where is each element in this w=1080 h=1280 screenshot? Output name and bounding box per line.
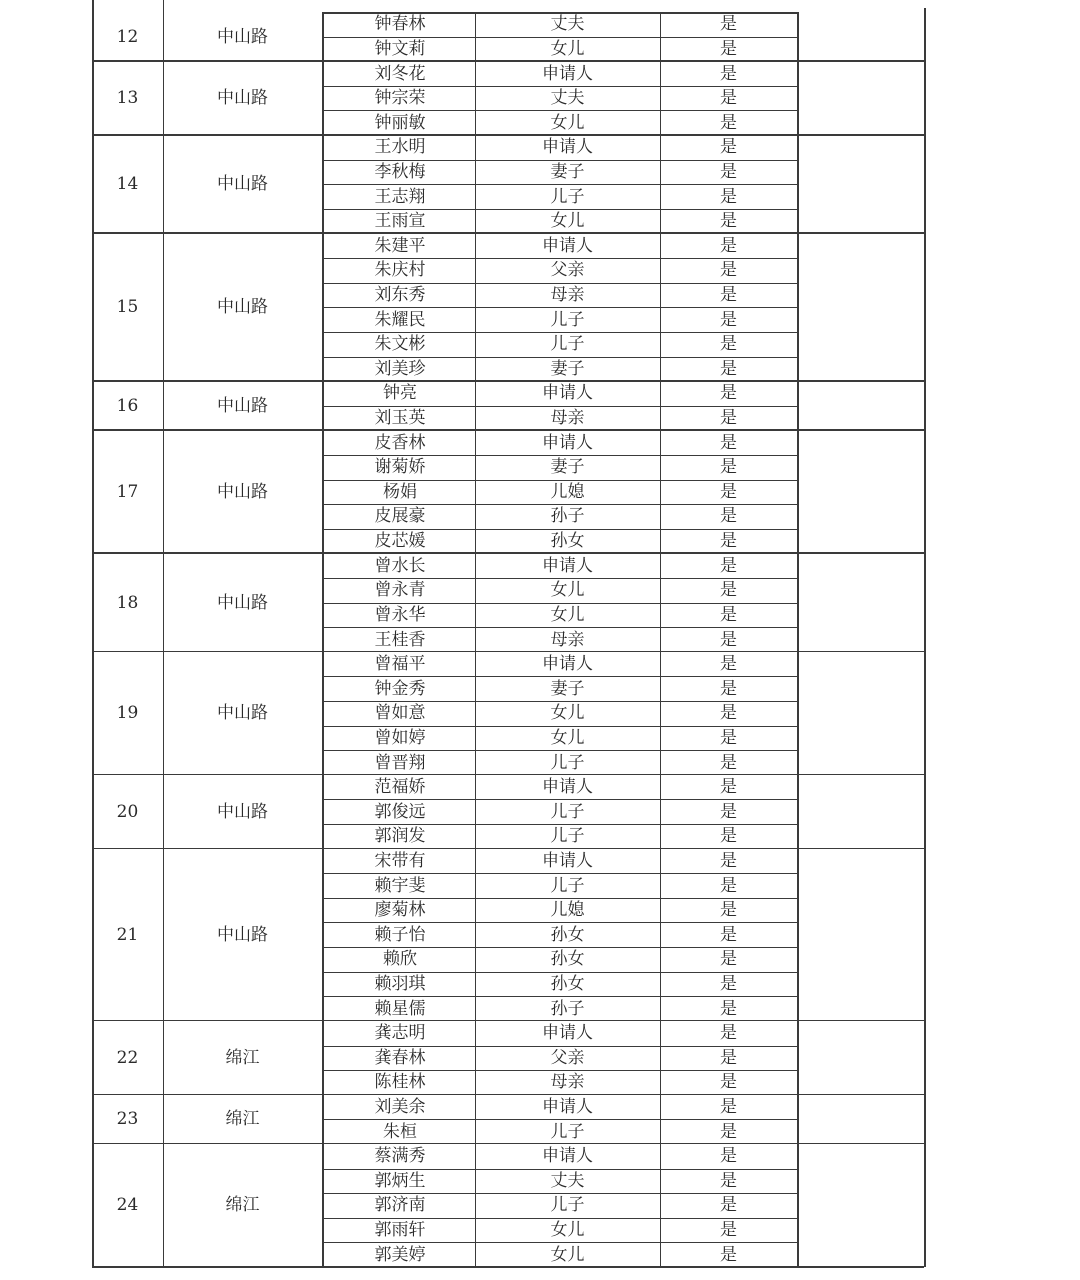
member-flag: 是 (720, 727, 737, 748)
member-relation: 丈夫 (550, 14, 585, 35)
member-name: 宋带有 (374, 850, 426, 871)
group-no: 14 (116, 174, 139, 195)
group-divider (92, 774, 924, 776)
group-area: 绵江 (225, 1047, 260, 1068)
member-flag: 是 (720, 1220, 737, 1241)
member-flag: 是 (720, 1047, 737, 1068)
member-flag: 是 (720, 949, 737, 970)
member-relation: 儿子 (550, 826, 585, 847)
member-name: 朱建平 (374, 235, 426, 256)
group-area: 中山路 (217, 924, 268, 945)
row-divider (322, 676, 797, 677)
group-divider (92, 380, 924, 382)
member-flag: 是 (720, 1023, 737, 1044)
member-flag: 是 (720, 629, 737, 650)
member-relation: 儿子 (550, 1195, 585, 1216)
member-relation: 儿子 (550, 1121, 585, 1142)
member-name: 赖羽琪 (374, 974, 426, 994)
member-flag: 是 (720, 703, 737, 724)
member-relation: 儿子 (550, 309, 585, 330)
member-relation: 孙女 (550, 531, 585, 552)
member-name: 皮芯媛 (374, 531, 426, 552)
member-flag: 是 (720, 1170, 737, 1191)
member-flag: 是 (720, 137, 737, 158)
member-name: 廖菊林 (374, 900, 426, 921)
member-name: 郭雨轩 (374, 1220, 426, 1241)
row-divider (322, 726, 797, 727)
member-relation: 孙女 (550, 949, 585, 970)
member-name: 钟亮 (383, 383, 417, 404)
group-no: 15 (116, 297, 139, 318)
group-divider (92, 429, 924, 431)
member-relation: 申请人 (542, 63, 593, 84)
member-flag: 是 (720, 900, 737, 921)
member-relation: 女儿 (550, 604, 585, 625)
member-flag: 是 (720, 383, 737, 404)
member-relation: 女儿 (550, 1220, 585, 1241)
member-name: 曾晋翔 (374, 752, 426, 773)
member-flag: 是 (720, 580, 737, 601)
member-relation: 父亲 (550, 260, 585, 281)
member-relation: 儿子 (550, 186, 585, 207)
member-flag: 是 (720, 38, 737, 59)
row-divider (322, 1193, 797, 1194)
member-relation: 申请人 (542, 383, 593, 404)
member-relation: 申请人 (542, 432, 593, 453)
member-flag: 是 (720, 654, 737, 675)
member-relation: 女儿 (550, 38, 585, 59)
member-name: 刘玉英 (374, 408, 426, 429)
member-relation: 儿媳 (550, 481, 585, 502)
member-name: 曾如意 (374, 703, 426, 724)
group-area: 中山路 (217, 395, 268, 416)
member-flag: 是 (720, 186, 737, 207)
member-name: 皮香林 (374, 432, 426, 453)
row-divider (322, 824, 797, 825)
row-divider (322, 750, 797, 751)
member-flag: 是 (720, 284, 737, 305)
member-relation: 妻子 (550, 161, 585, 182)
row-divider (322, 529, 797, 530)
col-divider-area (322, 12, 324, 1267)
member-flag: 是 (720, 211, 737, 232)
member-relation: 妻子 (550, 678, 585, 699)
member-flag: 是 (720, 850, 737, 871)
row-divider (322, 357, 797, 358)
row-divider (322, 37, 797, 38)
member-flag: 是 (720, 1072, 737, 1093)
group-no: 17 (116, 481, 139, 502)
group-no: 23 (116, 1109, 139, 1130)
row-divider (322, 996, 797, 997)
member-relation: 儿子 (550, 334, 585, 355)
member-flag: 是 (720, 14, 737, 35)
member-relation: 申请人 (542, 1023, 593, 1044)
member-relation: 申请人 (542, 1097, 593, 1118)
member-name: 王水明 (374, 137, 426, 158)
row-divider (322, 1242, 797, 1243)
member-relation: 妻子 (550, 457, 585, 478)
member-name: 赖欣 (383, 949, 417, 970)
member-name: 郭美婷 (374, 1244, 426, 1265)
member-name: 李秋梅 (374, 161, 426, 182)
member-flag: 是 (720, 309, 737, 330)
member-relation: 母亲 (550, 284, 585, 305)
member-name: 曾福平 (374, 654, 426, 675)
member-flag: 是 (720, 974, 737, 994)
member-name: 皮展豪 (374, 506, 426, 527)
row-divider (322, 307, 797, 308)
row-divider (322, 972, 797, 973)
member-relation: 孙子 (550, 506, 585, 527)
member-name: 赖宇斐 (374, 875, 426, 896)
member-relation: 女儿 (550, 727, 585, 748)
row-divider (322, 603, 797, 604)
member-relation: 申请人 (542, 235, 593, 256)
member-flag: 是 (720, 506, 737, 527)
member-relation: 申请人 (542, 777, 593, 798)
member-relation: 申请人 (542, 555, 593, 576)
member-name: 郭济南 (374, 1195, 426, 1216)
member-flag: 是 (720, 875, 737, 896)
group-area: 绵江 (225, 1195, 260, 1216)
member-name: 朱耀民 (374, 309, 426, 330)
member-flag: 是 (720, 604, 737, 625)
member-relation: 女儿 (550, 580, 585, 601)
member-relation: 儿子 (550, 752, 585, 773)
member-relation: 孙子 (550, 998, 585, 1019)
member-name: 刘美珍 (374, 358, 426, 379)
member-flag: 是 (720, 1195, 737, 1216)
row-divider (322, 898, 797, 899)
group-divider (92, 848, 924, 850)
row-divider (322, 1046, 797, 1047)
member-flag: 是 (720, 63, 737, 84)
group-divider (92, 1020, 924, 1022)
member-relation: 申请人 (542, 1146, 593, 1167)
border-right (924, 8, 926, 1267)
member-name: 朱文彬 (374, 334, 426, 355)
row-divider (322, 799, 797, 800)
member-name: 郭炳生 (374, 1170, 426, 1191)
member-flag: 是 (720, 457, 737, 478)
member-relation: 父亲 (550, 1047, 585, 1068)
group-area: 中山路 (217, 703, 268, 724)
member-name: 曾永青 (374, 580, 426, 601)
member-flag: 是 (720, 801, 737, 822)
member-name: 龚春林 (374, 1047, 426, 1068)
member-relation: 女儿 (550, 703, 585, 724)
row-divider (322, 1070, 797, 1071)
member-flag: 是 (720, 531, 737, 552)
member-relation: 孙女 (550, 974, 585, 994)
member-relation: 申请人 (542, 654, 593, 675)
member-name: 钟金秀 (374, 678, 426, 699)
group-area: 中山路 (217, 26, 268, 47)
member-flag: 是 (720, 1244, 737, 1265)
member-flag: 是 (720, 998, 737, 1019)
member-name: 王雨宣 (374, 211, 426, 232)
member-name: 刘冬花 (374, 63, 426, 84)
member-flag: 是 (720, 358, 737, 379)
member-relation: 女儿 (550, 112, 585, 133)
member-name: 谢菊娇 (374, 457, 426, 478)
member-flag: 是 (720, 752, 737, 773)
row-divider (322, 455, 797, 456)
member-relation: 母亲 (550, 1072, 585, 1093)
member-flag: 是 (720, 481, 737, 502)
group-no: 16 (116, 395, 139, 416)
row-divider (322, 283, 797, 284)
member-relation: 申请人 (542, 137, 593, 158)
member-flag: 是 (720, 334, 737, 355)
member-name: 曾水长 (374, 555, 426, 576)
member-flag: 是 (720, 260, 737, 281)
group-divider (92, 1266, 924, 1268)
group-no: 13 (116, 88, 139, 109)
member-name: 朱桓 (383, 1121, 417, 1142)
group-divider (92, 134, 924, 136)
row-divider (322, 947, 797, 948)
row-divider (322, 480, 797, 481)
member-relation: 儿子 (550, 801, 585, 822)
group-divider (92, 1094, 924, 1096)
member-flag: 是 (720, 777, 737, 798)
member-name: 刘东秀 (374, 284, 426, 305)
group-area: 中山路 (217, 297, 268, 318)
member-relation: 母亲 (550, 408, 585, 429)
member-flag: 是 (720, 555, 737, 576)
group-area: 中山路 (217, 801, 268, 822)
member-flag: 是 (720, 826, 737, 847)
member-name: 钟丽敏 (374, 112, 426, 133)
row-divider (322, 110, 797, 111)
member-flag: 是 (720, 235, 737, 256)
row-divider (322, 1119, 797, 1120)
member-name: 郭润发 (374, 826, 426, 847)
member-name: 曾永华 (374, 604, 426, 625)
group-no: 12 (116, 26, 139, 47)
group-no: 24 (116, 1195, 139, 1216)
member-flag: 是 (720, 678, 737, 699)
member-relation: 孙女 (550, 924, 585, 945)
row-divider (322, 209, 797, 210)
group-no: 21 (116, 924, 139, 945)
row-divider (322, 922, 797, 923)
member-flag: 是 (720, 432, 737, 453)
col-divider-flag (797, 12, 799, 1267)
row-divider (322, 504, 797, 505)
row-divider (322, 160, 797, 161)
member-name: 范福娇 (374, 777, 426, 798)
member-name: 郭俊远 (374, 801, 426, 822)
member-relation: 儿子 (550, 875, 585, 896)
member-flag: 是 (720, 1121, 737, 1142)
member-name: 赖星儒 (374, 998, 426, 1019)
member-name: 王志翔 (374, 186, 426, 207)
member-name: 钟春林 (374, 14, 426, 35)
member-relation: 丈夫 (550, 1170, 585, 1191)
group-divider (92, 60, 924, 62)
row-divider (322, 873, 797, 874)
row-divider (322, 1169, 797, 1170)
row-divider (322, 86, 797, 87)
member-name: 朱庆村 (374, 260, 426, 281)
member-flag: 是 (720, 1146, 737, 1167)
member-name: 杨娟 (383, 481, 417, 502)
member-relation: 女儿 (550, 1244, 585, 1265)
group-area: 中山路 (217, 174, 268, 195)
member-relation: 申请人 (542, 850, 593, 871)
member-flag: 是 (720, 1097, 737, 1118)
member-name: 蔡满秀 (374, 1146, 426, 1167)
member-name: 赖子怡 (374, 924, 426, 945)
row-divider (322, 406, 797, 407)
row-divider (322, 627, 797, 628)
member-relation: 女儿 (550, 211, 585, 232)
member-flag: 是 (720, 408, 737, 429)
member-relation: 儿媳 (550, 900, 585, 921)
group-no: 19 (116, 703, 139, 724)
group-no: 18 (116, 592, 139, 613)
group-area: 中山路 (217, 88, 268, 109)
member-name: 王桂香 (374, 629, 426, 650)
member-flag: 是 (720, 161, 737, 182)
member-name: 陈桂林 (374, 1072, 426, 1093)
member-relation: 妻子 (550, 358, 585, 379)
row-divider (322, 578, 797, 579)
group-area: 绵江 (225, 1109, 260, 1130)
group-area: 中山路 (217, 481, 268, 502)
row-divider (322, 184, 797, 185)
member-name: 钟文莉 (374, 38, 426, 59)
member-flag: 是 (720, 112, 737, 133)
group-divider (92, 1143, 924, 1145)
member-name: 刘美余 (374, 1097, 426, 1118)
row-divider (322, 258, 797, 259)
row-divider (322, 332, 797, 333)
inner-top-border (322, 12, 797, 14)
member-flag: 是 (720, 88, 737, 109)
group-divider (92, 232, 924, 234)
row-divider (322, 701, 797, 702)
member-flag: 是 (720, 924, 737, 945)
group-divider (92, 651, 924, 653)
member-name: 曾如婷 (374, 727, 426, 748)
group-area: 中山路 (217, 592, 268, 613)
group-no: 20 (116, 801, 139, 822)
row-divider (322, 1218, 797, 1219)
member-name: 钟宗荣 (374, 88, 426, 109)
group-no: 22 (116, 1047, 139, 1068)
member-relation: 母亲 (550, 629, 585, 650)
member-relation: 丈夫 (550, 88, 585, 109)
member-name: 龚志明 (374, 1023, 426, 1044)
group-divider (92, 552, 924, 554)
